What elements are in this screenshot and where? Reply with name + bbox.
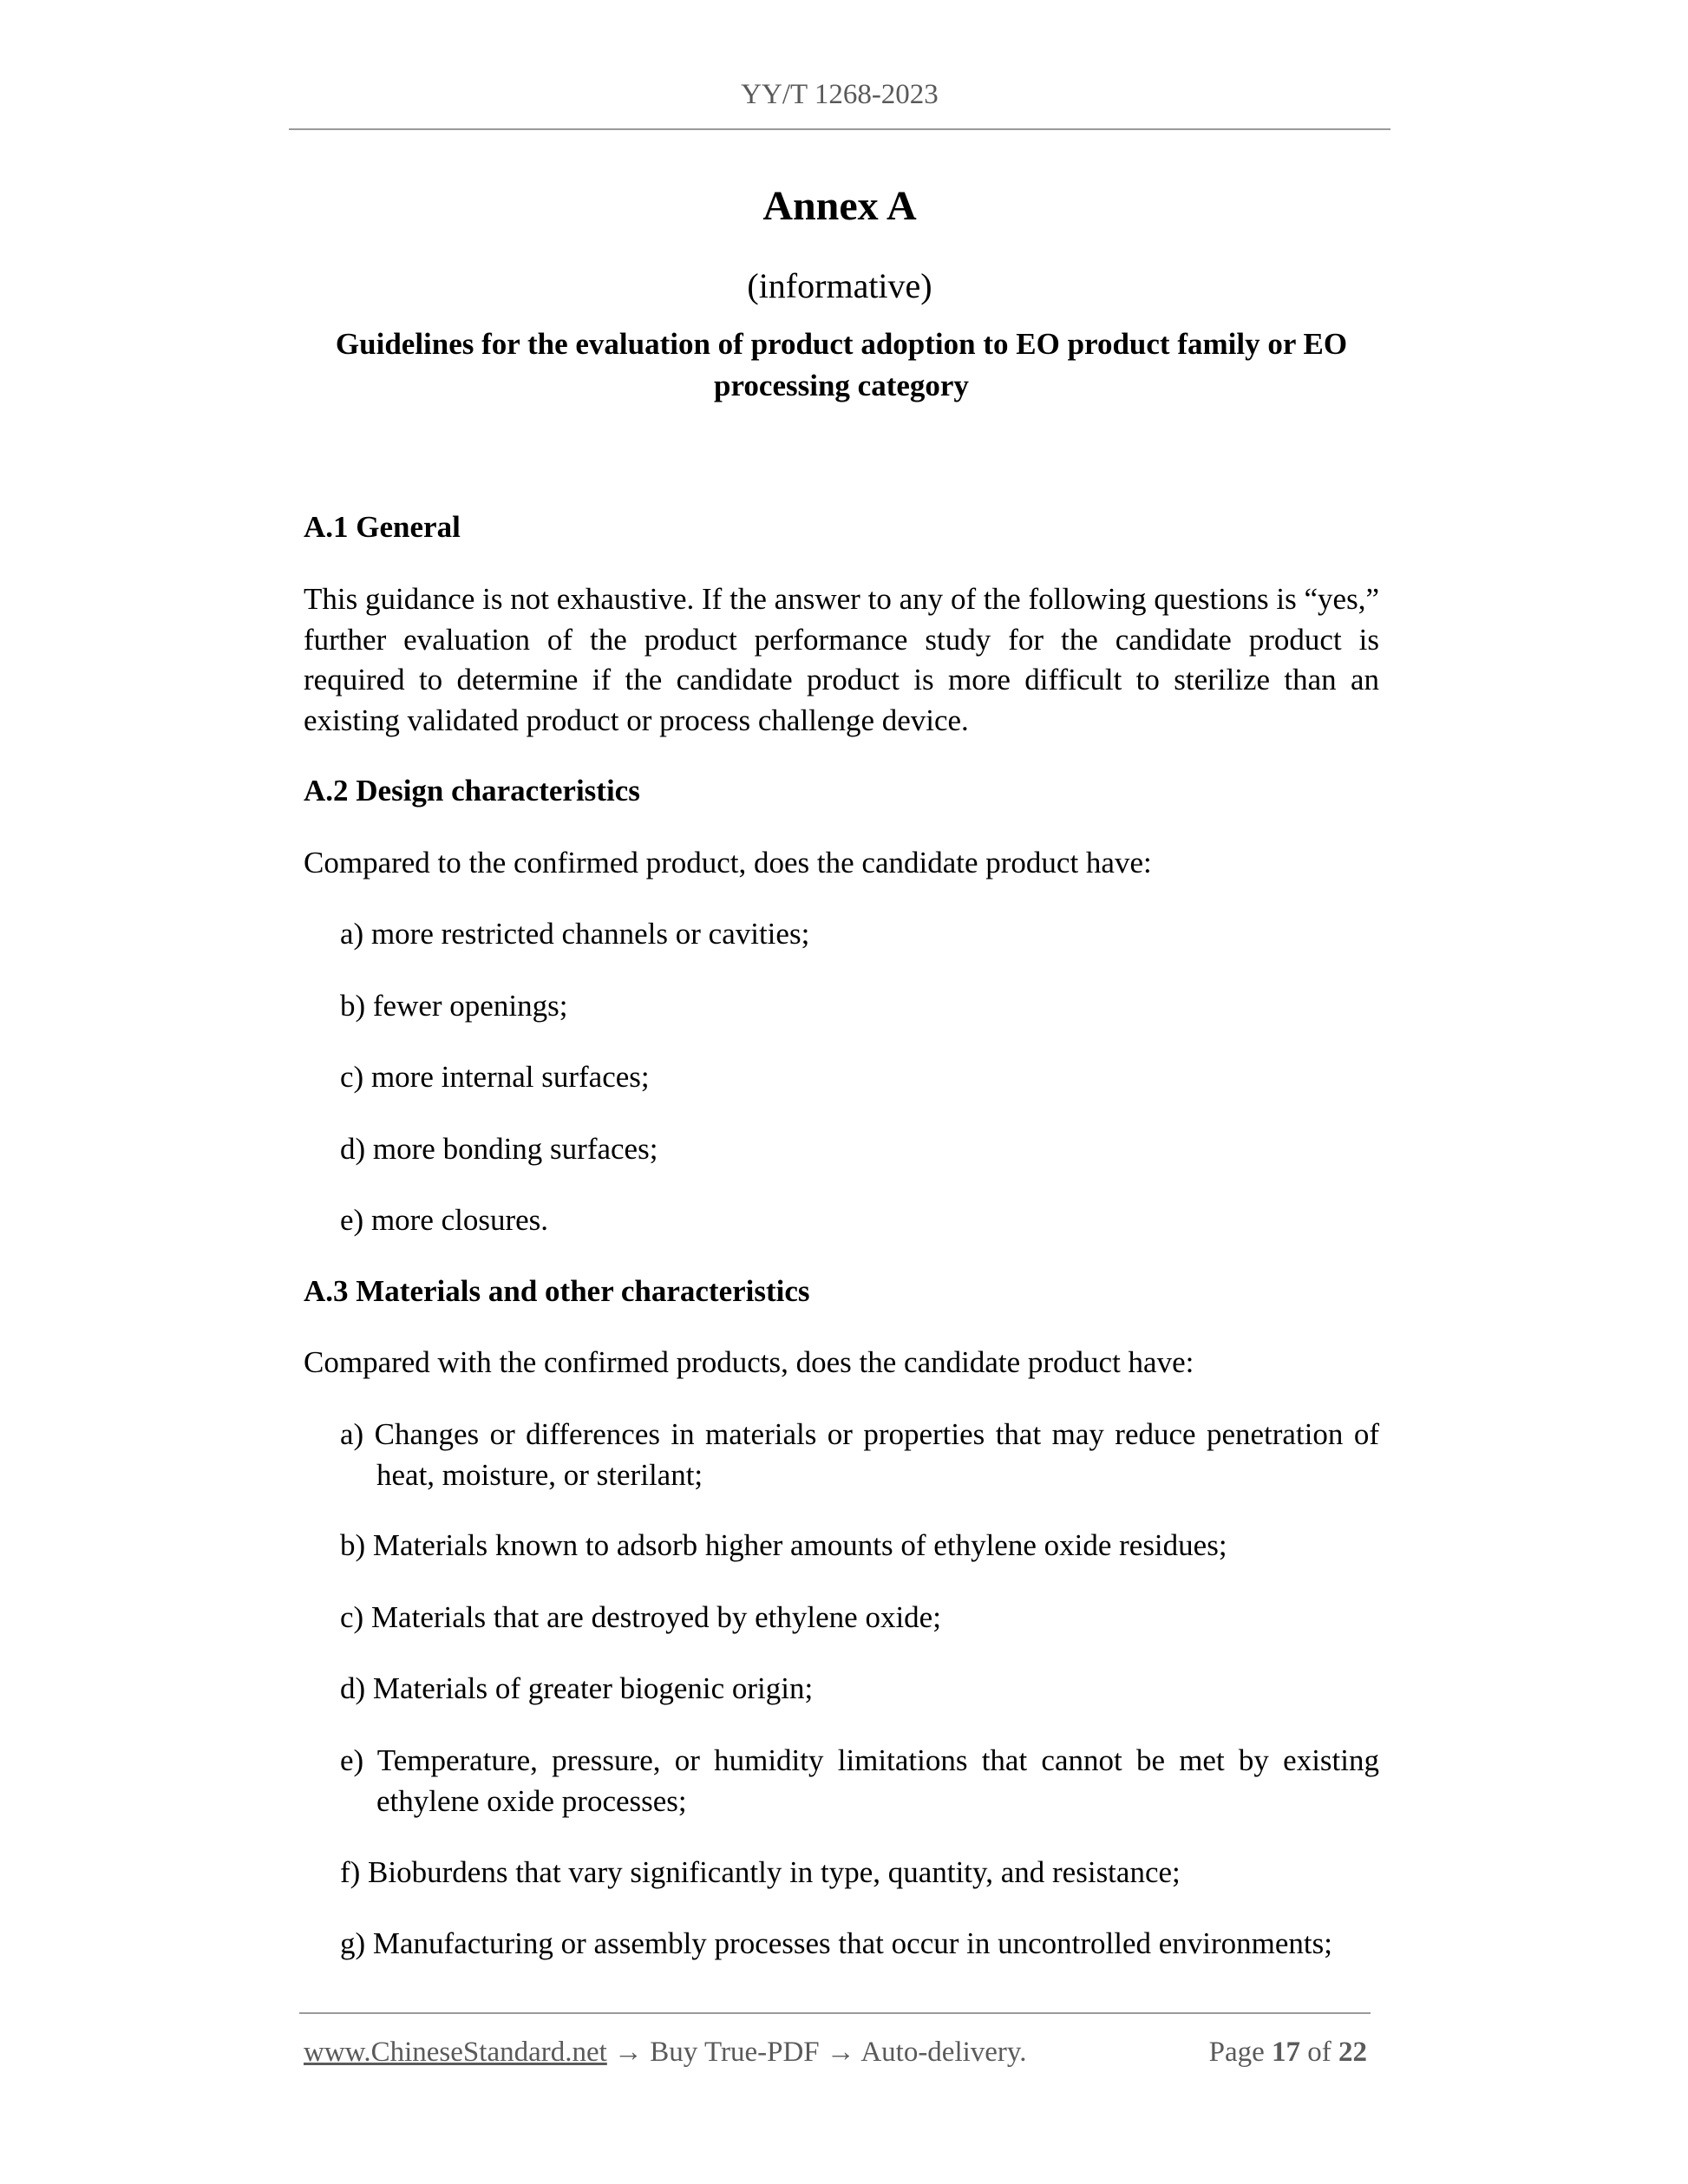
list-item: b) Materials known to adsorb higher amounts of ethylene oxide residues; <box>340 1528 1227 1562</box>
list-item: c) more internal surfaces; <box>340 1060 650 1094</box>
list-item: d) more bonding surfaces; <box>340 1132 658 1166</box>
list-item: b) fewer openings; <box>340 989 568 1023</box>
buy-pdf-text: Buy True-PDF <box>650 2037 820 2068</box>
annex-title: Annex A <box>762 183 917 229</box>
footer-divider <box>299 2012 1371 2014</box>
annex-subtitle: (informative) <box>747 266 932 305</box>
section-a2-intro: Compared to the confirmed product, does the candidate product have: <box>304 846 1152 879</box>
list-item: a) more restricted channels or cavities; <box>340 917 810 951</box>
standard-code-header: YY/T 1268-2023 <box>741 79 939 110</box>
of-label: of <box>1307 2037 1331 2068</box>
list-item: e) Temperature, pressure, or humidity limitations that cannot be met by existing ethylene oxide processes; <box>340 1743 1379 1818</box>
list-item: a) Changes or differences in materials or properties that may reduce penetration of heat, moisture, or sterilant; <box>340 1417 1379 1492</box>
list-item: c) Materials that are destroyed by ethylene oxide; <box>340 1600 941 1634</box>
header-divider <box>289 128 1390 130</box>
website-link[interactable]: www.ChineseStandard.net <box>304 2037 607 2068</box>
current-page: 17 <box>1272 2037 1300 2068</box>
list-item: d) Materials of greater biogenic origin; <box>340 1671 814 1705</box>
auto-delivery-text: Auto-delivery. <box>860 2037 1027 2068</box>
arrow-right-icon: → <box>826 2037 855 2068</box>
list-item: g) Manufacturing or assembly processes that occur in uncontrolled environments; <box>340 1926 1332 1960</box>
page-number <box>1209 2032 1367 2072</box>
section-heading-a3: A.3 Materials and other characteristics <box>304 1274 810 1308</box>
annex-heading: Guidelines for the evaluation of product adoption to EO product family or EO processing category <box>335 327 1348 402</box>
section-a3-intro: Compared with the confirmed products, does the candidate product have: <box>304 1345 1194 1379</box>
section-heading-a2: A.2 Design characteristics <box>304 774 640 808</box>
page-label: Page <box>1208 2037 1265 2068</box>
section-heading-a1: A.1 General <box>304 510 461 544</box>
section-a1-paragraph: This guidance is not exhaustive. If the answer to any of the following questions is “yes,” further evaluation of the product performance study for the candidate product is required to determine if the candidate product is more difficult to sterilize than an existing validated product or process challenge device. <box>304 582 1379 737</box>
arrow-right-icon: → <box>614 2037 644 2068</box>
list-item: f) Bioburdens that vary significantly in type, quantity, and resistance; <box>340 1855 1181 1889</box>
footer-promo <box>304 2032 1027 2072</box>
list-item: e) more closures. <box>340 1203 549 1237</box>
total-pages: 22 <box>1338 2037 1367 2068</box>
